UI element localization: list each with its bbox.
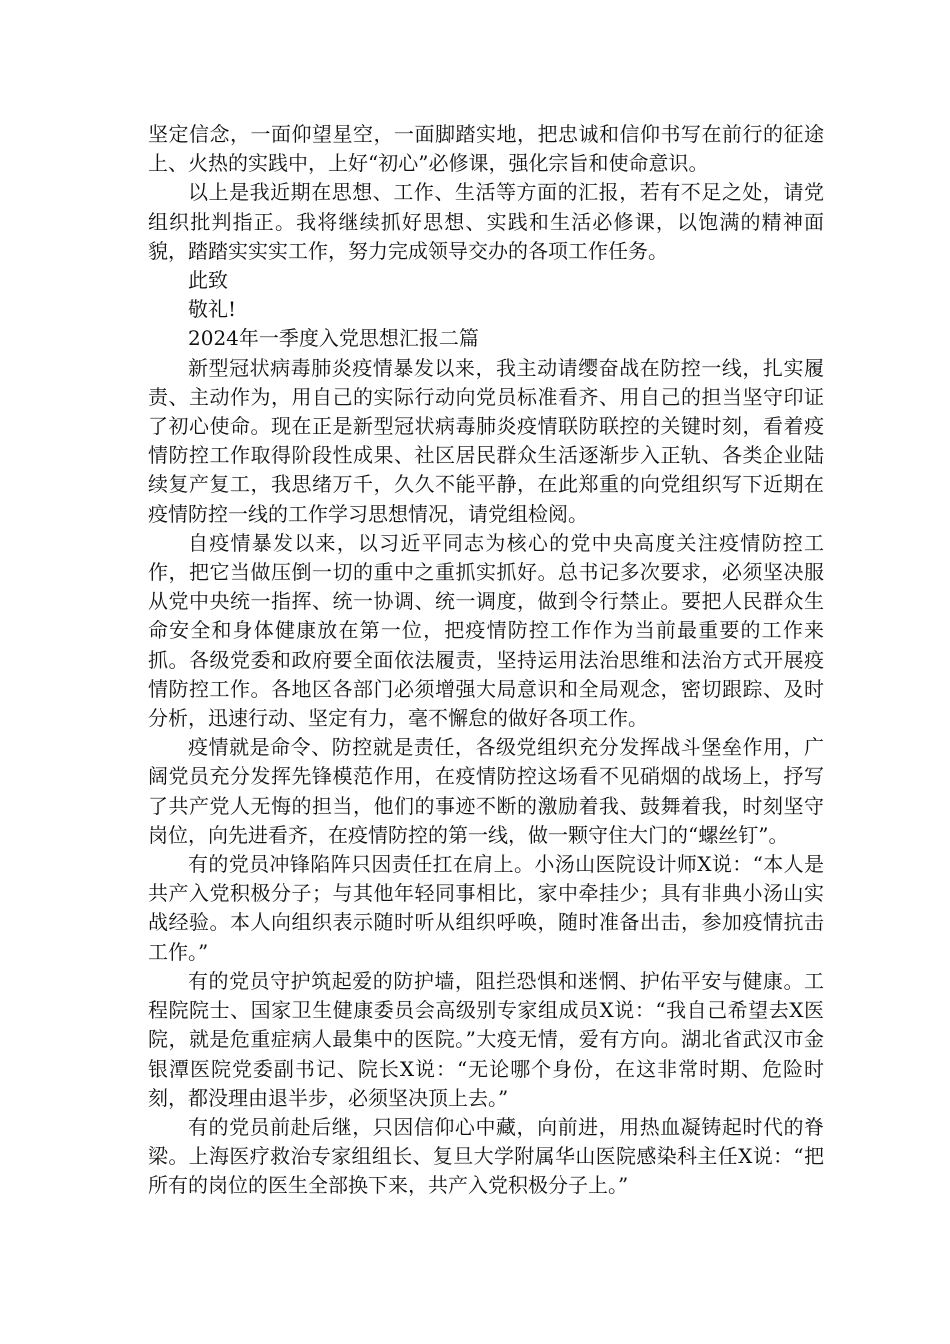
paragraph: 敬礼! <box>188 297 237 322</box>
paragraph: 新型冠状病毒肺炎疫情暴发以来，我主动请缨奋战在防控一线，扎实履责、主动作为，用自己的实际行动向党员标准看齐、用自己的担当坚守印证了初心使命。现在正是新型冠状病毒肺炎疫情联防联控的关键时刻，看着疫情防控工作取得阶段性成果、社区居民群众生活逐渐步入正轨、各类企业陆续复产复工，我思绪万千，久久不能平静，在此郑重的向党组织写下近期在疫情防控一线的工作学习思想情况，请党组检阅。 <box>148 355 824 526</box>
paragraph: 以上是我近期在思想、工作、生活等方面的汇报，若有不足之处，请党组织批判指正。我将继续抓好思想、实践和生活必修课，以饱满的精神面貌，踏踏实实实工作，努力完成领导交办的各项工作任务。 <box>148 180 824 263</box>
paragraph: 自疫情暴发以来，以习近平同志为核心的党中央高度关注疫情防控工作，把它当做压倒一切的重中之重抓实抓好。总书记多次要求，必须坚决服从党中央统一指挥、统一协调、统一调度，做到令行禁止。要把人民群众生命安全和身体健康放在第一位，把疫情防控工作作为当前最重要的工作来抓。各级党委和政府要全面依法履责，坚持运用法治思维和法治方式开展疫情防控工作。各地区各部门必须增强大局意识和全局观念，密切跟踪、及时分析，迅速行动、坚定有力，毫不懈怠的做好各项工作。 <box>148 530 824 731</box>
paragraph: 有的党员冲锋陷阵只因责任扛在肩上。小汤山医院设计师X说：“本人是共产入党积极分子；与其他年轻同事相比，家中牵挂少；具有非典小汤山实战经验。本人向组织表示随时听从组织呼唤，随时准备出击，参加疫情抗击工作。” <box>148 852 824 964</box>
paragraph: 疫情就是命令、防控就是责任，各级党组织充分发挥战斗堡垒作用，广阔党员充分发挥先锋模范作用，在疫情防控这场看不见硝烟的战场上，抒写了共产党人无悔的担当，他们的事迹不断的激励着我、鼓舞着我，时刻坚守岗位，向先进看齐，在疫情防控的第一线，做一颗守住大门的“螺丝钉”。 <box>148 735 824 847</box>
document-body <box>148 120 824 1201</box>
paragraph: 有的党员前赴后继，只因信仰心中藏，向前进，用热血凝铸起时代的脊梁。上海医疗救治专家组组长、复旦大学附属华山医院感染科主任X说：“把所有的岗位的医生全部换下来，共产入党积极分子上。” <box>148 1114 824 1198</box>
paragraph: 有的党员守护筑起爱的防护墙，阻拦恐惧和迷惘、护佑平安与健康。工程院院士、国家卫生健康委员会高级别专家组成员X说：“我自己希望去X医院，就是危重症病人最集中的医院。”大疫无情，爱有方向。湖北省武汉市金银潭医院党委副书记、院长X说：“无论哪个身份，在这非常时期、危险时刻，都没理由退半步，必须坚决顶上去。” <box>148 968 824 1110</box>
paragraph: 坚定信念，一面仰望星空，一面脚踏实地，把忠诚和信仰书写在前行的征途上、火热的实践中，上好“初心”必修课，强化宗旨和使命意识。 <box>148 122 824 176</box>
paragraph: 此致 <box>188 268 228 293</box>
paragraph: 2024年一季度入党思想汇报二篇 <box>188 326 479 351</box>
